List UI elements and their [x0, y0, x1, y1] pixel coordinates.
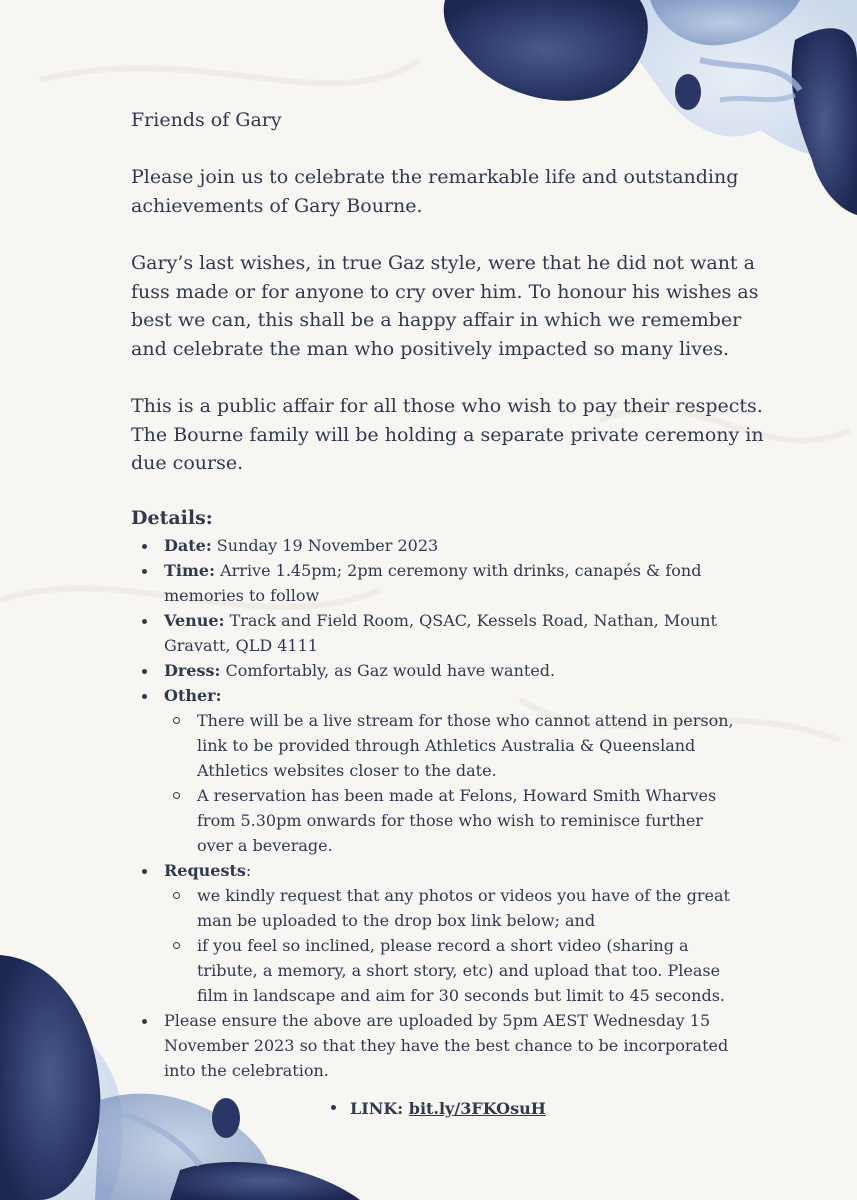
other-label: Other: — [164, 686, 222, 705]
venue-label: Venue: — [164, 611, 225, 630]
intro-line-1: Please join us to celebrate the remarkable life and outstanding — [131, 166, 739, 188]
detail-requests — [131, 858, 771, 1008]
wishes-line-4: and celebrate the man who positively impacted so many lives. — [131, 337, 729, 360]
wishes-paragraph — [131, 249, 759, 363]
public-line-3: due course. — [131, 452, 244, 474]
deadline-line-2: November 2023 so that they have the best chance to be incorporated — [164, 1036, 729, 1055]
reservation-line-2: from 5.30pm onwards for those who wish to reminisce further — [197, 811, 703, 830]
dress-label: Dress: — [164, 661, 221, 680]
photos-line-2: man be uploaded to the drop box link below; and — [197, 911, 596, 930]
detail-time — [131, 558, 771, 608]
details-heading: Details: — [131, 507, 213, 529]
public-line-2: The Bourne family will be holding a separate private ceremony in — [131, 423, 764, 446]
greeting: Friends of Gary — [131, 109, 282, 131]
reservation-line-1: A reservation has been made at Felons, Howard Smith Wharves — [197, 786, 717, 805]
requests-colon: : — [245, 861, 252, 880]
detail-date — [131, 533, 771, 558]
requests-label: Requests — [164, 861, 246, 880]
venue-value: Track and Field Room, QSAC, Kessels Road, Nathan, Mount — [224, 611, 717, 630]
reservation-line-3: over a beverage. — [197, 836, 333, 855]
public-line-1: This is a public affair for all those who wish to pay their respects. — [131, 395, 763, 417]
livestream-line-3: Athletics websites closer to the date. — [197, 761, 497, 780]
date-label: Date: — [164, 536, 212, 555]
time-value: Arrive 1.45pm; 2pm ceremony with drinks, canapés & fond — [215, 561, 702, 580]
detail-deadline — [131, 1008, 771, 1083]
video-line-2: tribute, a memory, a short story, etc) and upload that too. Please — [197, 961, 721, 980]
link-line — [331, 1096, 546, 1121]
wishes-line-1: Gary’s last wishes, in true Gaz style, were that he did not want a — [131, 252, 755, 274]
wishes-line-2: fuss made or for anyone to cry over him. To honour his wishes as — [131, 280, 759, 303]
intro-paragraph — [131, 163, 738, 220]
bullet-icon — [331, 1105, 336, 1110]
dropbox-link[interactable]: bit.ly/3FKOsuH — [408, 1099, 546, 1118]
time-value-cont: memories to follow — [164, 586, 320, 605]
deadline-line-3: into the celebration. — [164, 1061, 329, 1080]
livestream-line-1: There will be a live stream for those who cannot attend in person, — [197, 711, 734, 730]
dress-value: Comfortably, as Gaz would have wanted. — [220, 661, 556, 680]
detail-other — [131, 683, 771, 858]
deadline-line-1: Please ensure the above are uploaded by 5pm AEST Wednesday 15 — [164, 1011, 711, 1030]
request-video — [164, 933, 771, 1008]
other-sublist — [164, 708, 771, 858]
details-list — [131, 533, 771, 1083]
photos-line-1: we kindly request that any photos or videos you have of the great — [197, 886, 730, 905]
requests-sublist — [164, 883, 771, 1008]
intro-line-2: achievements of Gary Bourne. — [131, 194, 423, 217]
time-label: Time: — [164, 561, 215, 580]
request-photos — [164, 883, 771, 933]
livestream-line-2: link to be provided through Athletics Australia & Queensland — [197, 736, 696, 755]
detail-venue — [131, 608, 771, 658]
date-value: Sunday 19 November 2023 — [211, 536, 439, 555]
video-line-1: if you feel so inclined, please record a short video (sharing a — [197, 936, 689, 955]
other-reservation — [164, 783, 771, 858]
public-affair-paragraph — [131, 392, 764, 478]
other-livestream — [164, 708, 771, 783]
link-label: LINK: — [350, 1099, 409, 1118]
video-line-3: film in landscape and aim for 30 seconds but limit to 45 seconds. — [197, 986, 726, 1005]
venue-value-cont: Gravatt, QLD 4111 — [164, 636, 318, 655]
detail-dress — [131, 658, 771, 683]
wishes-line-3: best we can, this shall be a happy affair in which we remember — [131, 309, 742, 331]
